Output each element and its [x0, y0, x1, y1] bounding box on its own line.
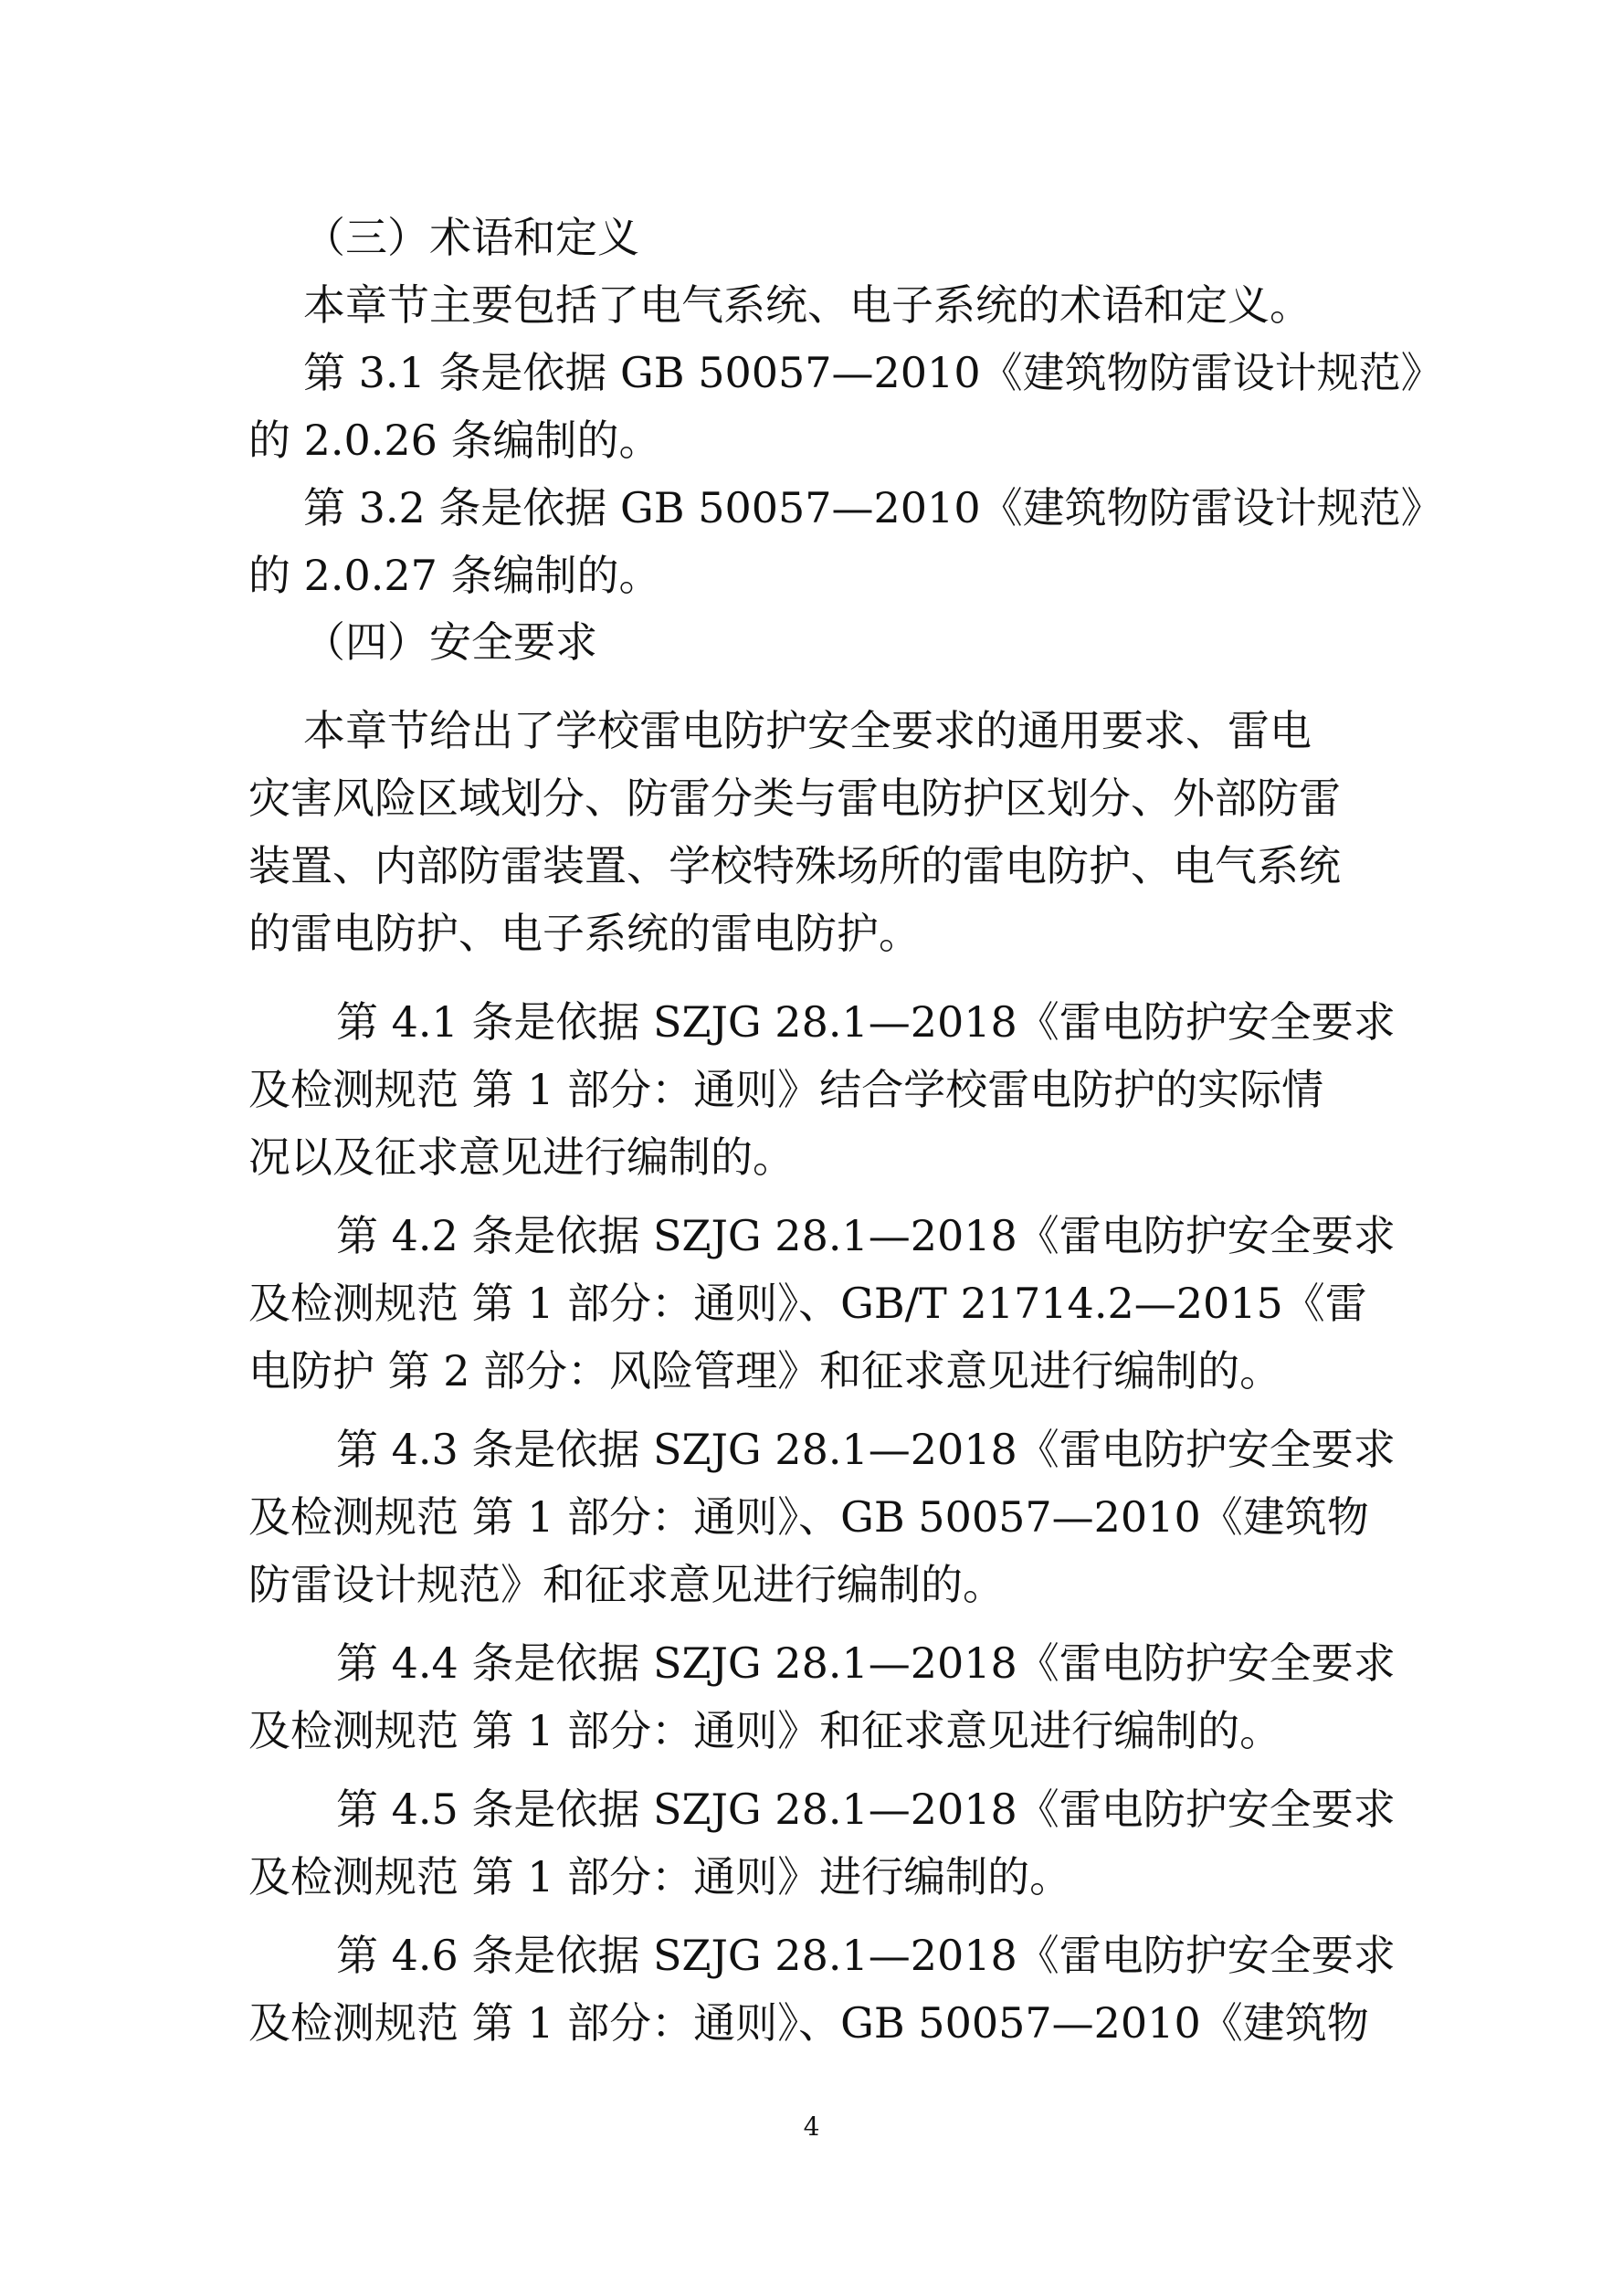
paragraph-line: 本章节主要包括了电气系统、电子系统的术语和定义。 [303, 280, 1312, 330]
paragraph-line: 灾害风险区域划分、防雷分类与雷电防护区划分、外部防雷 [248, 774, 1341, 823]
paragraph-line: 及检测规范 第 1 部分：通则》进行编制的。 [248, 1852, 1072, 1901]
paragraph-line: 及检测规范 第 1 部分：通则》、GB 50057—2010《建筑物 [248, 1998, 1369, 2048]
paragraph-line: 及检测规范 第 1 部分：通则》和征求意见进行编制的。 [248, 1706, 1282, 1755]
paragraph-line: 装置、内部防雷装置、学校特殊场所的雷电防护、电气系统 [248, 841, 1341, 890]
paragraph-line: 及检测规范 第 1 部分：通则》结合学校雷电防护的实际情 [248, 1065, 1324, 1114]
paragraph-line: 第 4.3 条是依据 SZJG 28.1—2018《雷电防护安全要求 [336, 1425, 1396, 1474]
paragraph-line: 第 4.6 条是依据 SZJG 28.1—2018《雷电防护安全要求 [336, 1931, 1396, 1980]
paragraph-line: 第 4.1 条是依据 SZJG 28.1—2018《雷电防护安全要求 [336, 997, 1396, 1047]
paragraph-line: 防雷设计规范》和征求意见进行编制的。 [248, 1560, 1005, 1609]
paragraph-line: 本章节给出了学校雷电防护安全要求的通用要求、雷电 [303, 706, 1312, 755]
paragraph-line: 的 2.0.27 条编制的。 [248, 551, 661, 600]
paragraph-line: 电防护 第 2 部分：风险管理》和征求意见进行编制的。 [248, 1346, 1282, 1396]
paragraph-line: 况以及征求意见进行编制的。 [248, 1132, 795, 1182]
page-number: 4 [803, 2112, 820, 2142]
paragraph-line: 及检测规范 第 1 部分：通则》、GB/T 21714.2—2015《雷 [248, 1279, 1367, 1328]
paragraph-line: 及检测规范 第 1 部分：通则》、GB 50057—2010《建筑物 [248, 1492, 1369, 1542]
paragraph-line: 第 3.1 条是依据 GB 50057—2010《建筑物防雷设计规范》 [303, 348, 1443, 397]
paragraph-line: 的 2.0.26 条编制的。 [248, 416, 661, 465]
section-heading-terms: （三）术语和定义 [303, 213, 639, 262]
paragraph-line: 第 4.2 条是依据 SZJG 28.1—2018《雷电防护安全要求 [336, 1211, 1396, 1260]
paragraph-line: 第 4.4 条是依据 SZJG 28.1—2018《雷电防护安全要求 [336, 1638, 1396, 1688]
paragraph-line: 的雷电防护、电子系统的雷电防护。 [248, 909, 921, 958]
paragraph-line: 第 4.5 条是依据 SZJG 28.1—2018《雷电防护安全要求 [336, 1785, 1396, 1834]
paragraph-line: 第 3.2 条是依据 GB 50057—2010《建筑物防雷设计规范》 [303, 483, 1443, 532]
section-heading-safety: （四）安全要求 [303, 617, 597, 667]
document-page [248, 0, 1443, 2296]
